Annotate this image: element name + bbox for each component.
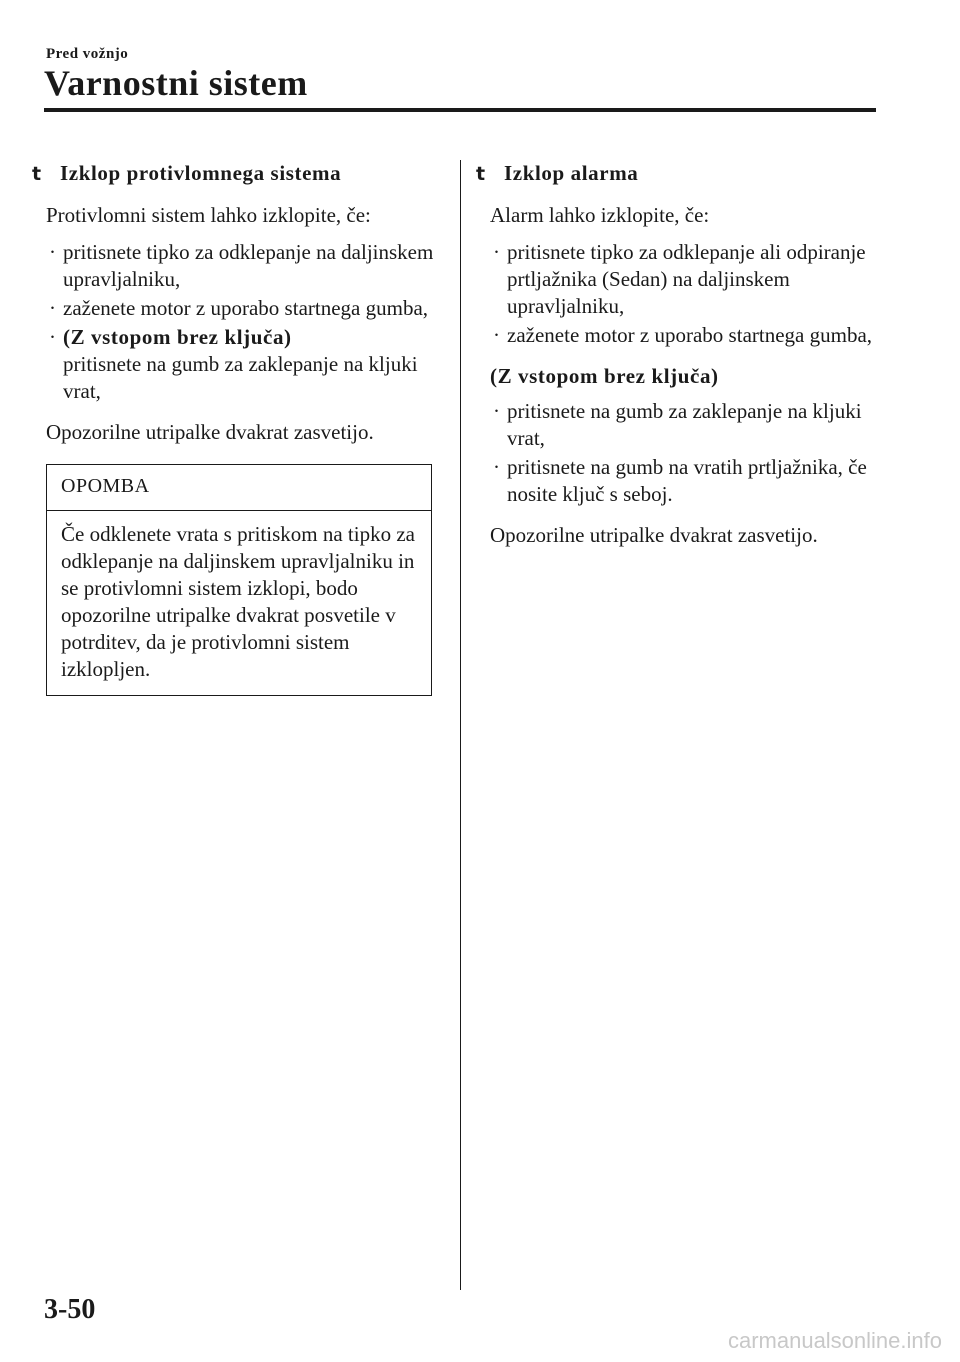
- bullet-list: [46, 239, 436, 405]
- note-box: [46, 464, 432, 696]
- bullet-icon: ·: [493, 323, 500, 347]
- list-item: · pritisnete tipko za odklepanje na daljinskem upravljalniku,: [49, 240, 434, 291]
- title-rule: [44, 108, 876, 112]
- section-heading-disarm-theft: [32, 160, 436, 188]
- column-divider: [460, 160, 461, 1290]
- section-marker-icon: t: [32, 163, 42, 185]
- list-item: · pritisnete na gumb za zaklepanje na kljuki vrat,: [493, 399, 862, 450]
- note-title: OPOMBA: [47, 465, 431, 511]
- bullet-list: [490, 398, 880, 508]
- bullet-icon: ·: [493, 240, 500, 264]
- bullet-icon: ·: [49, 240, 56, 264]
- list-item: · pritisnete na gumb na vratih prtljažnika, če nosite ključ s seboj.: [493, 455, 867, 506]
- left-column: [32, 160, 436, 696]
- bullet-list: [490, 239, 880, 349]
- section-marker-icon: t: [476, 163, 486, 185]
- outro-text: Opozorilne utripalke dvakrat zasvetijo.: [490, 523, 818, 547]
- section-heading-text: Izklop alarma: [504, 161, 639, 185]
- bullet-icon: ·: [49, 325, 56, 349]
- breadcrumb: Pred vožnjo: [46, 46, 129, 62]
- watermark: carmanualsonline.info: [727, 1328, 942, 1353]
- intro-text: Protivlomni sistem lahko izklopite, če:: [46, 203, 371, 227]
- section-heading-disarm-alarm: [476, 160, 880, 188]
- page-number: 3-50: [44, 1294, 96, 1325]
- right-column: [476, 160, 880, 559]
- list-item: [46, 324, 436, 405]
- keyless-subheading: (Z vstopom brez ključa): [490, 364, 719, 388]
- keyless-label: (Z vstopom brez ključa): [63, 325, 292, 349]
- intro-text: Alarm lahko izklopite, če:: [490, 203, 710, 227]
- list-item: · zaženete motor z uporabo startnega gumba,: [493, 323, 873, 347]
- keyless-text: pritisnete na gumb za zaklepanje na kljuki vrat,: [63, 352, 418, 403]
- list-item: · pritisnete tipko za odklepanje ali odpiranje prtljažnika (Sedan) na daljinskem upravljalniku,: [493, 240, 866, 318]
- note-body: Če odklenete vrata s pritiskom na tipko za odklepanje na daljinskem upravljalniku in se protivlomni sistem izklopi, bodo opozorilne utripalke dvakrat posvetile v potrditev, da je protivlomni sistem izklopljen.: [61, 522, 415, 681]
- outro-text: Opozorilne utripalke dvakrat zasvetijo.: [46, 420, 374, 444]
- page-title: Varnostni sistem: [44, 63, 308, 103]
- bullet-icon: ·: [49, 296, 56, 320]
- bullet-icon: ·: [493, 455, 500, 479]
- section-heading-text: Izklop protivlomnega sistema: [60, 161, 342, 185]
- list-item: · zaženete motor z uporabo startnega gumba,: [49, 296, 429, 320]
- bullet-icon: ·: [493, 399, 500, 423]
